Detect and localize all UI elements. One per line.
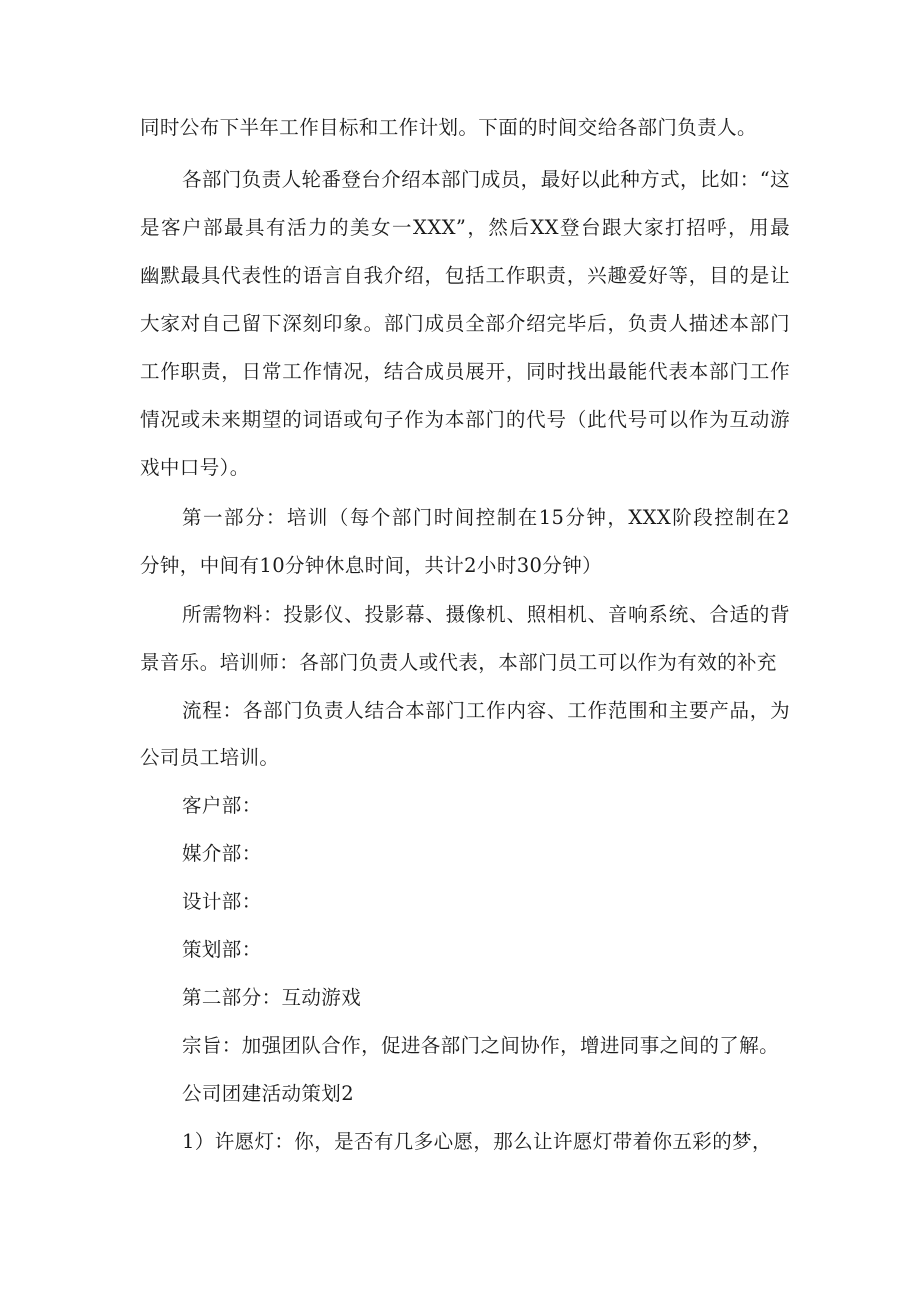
paragraph-line: 公司员工培训。	[140, 746, 280, 769]
department-label: 策划部：	[182, 938, 262, 961]
section-heading: 公司团建活动策划2	[182, 1082, 355, 1105]
paragraph-line: 是客户部最具有活力的美女一XXX”，然后XX登台跟大家打招呼，用最	[140, 216, 790, 239]
paragraph-line: 第一部分：培训（每个部门时间控制在15分钟，XXX阶段控制在2	[182, 506, 790, 529]
paragraph-line: 所需物料：投影仪、投影幕、摄像机、照相机、音响系统、合适的背	[182, 603, 790, 626]
paragraph-line: 宗旨：加强团队合作，促进各部门之间协作，增进同事之间的了解。	[182, 1034, 780, 1057]
paragraph-line: 工作职责，日常工作情况，结合成员展开，同时找出最能代表本部门工作	[140, 360, 790, 383]
department-label: 客户部：	[182, 794, 262, 817]
paragraph-line: 分钟，中间有10分钟休息时间，共计2小时30分钟）	[140, 554, 603, 577]
section-heading: 第二部分：互动游戏	[182, 986, 362, 1009]
department-label: 设计部：	[182, 890, 262, 913]
paragraph-line: 景音乐。培训师：各部门负责人或代表，本部门员工可以作为有效的补充	[140, 651, 777, 674]
department-label: 媒介部：	[182, 842, 262, 865]
paragraph-line: 各部门负责人轮番登台介绍本部门成员，最好以此种方式，比如：“这	[182, 168, 790, 191]
paragraph-line: 流程：各部门负责人结合本部门工作内容、工作范围和主要产品，为	[182, 699, 790, 722]
paragraph-line: 同时公布下半年工作目标和工作计划。下面的时间交给各部门负责人。	[140, 116, 757, 139]
paragraph-line: 情况或未来期望的词语或句子作为本部门的代号（此代号可以作为互动游	[140, 408, 790, 431]
paragraph-line: 1）许愿灯：你，是否有几多心愿，那么让许愿灯带着你五彩的梦，	[182, 1130, 772, 1153]
paragraph-line: 大家对自己留下深刻印象。部门成员全部介绍完毕后，负责人描述本部门	[140, 312, 790, 335]
paragraph-line: 幽默最具代表性的语言自我介绍，包括工作职责，兴趣爱好等，目的是让	[140, 264, 790, 287]
paragraph-line: 戏中口号）。	[140, 456, 250, 479]
